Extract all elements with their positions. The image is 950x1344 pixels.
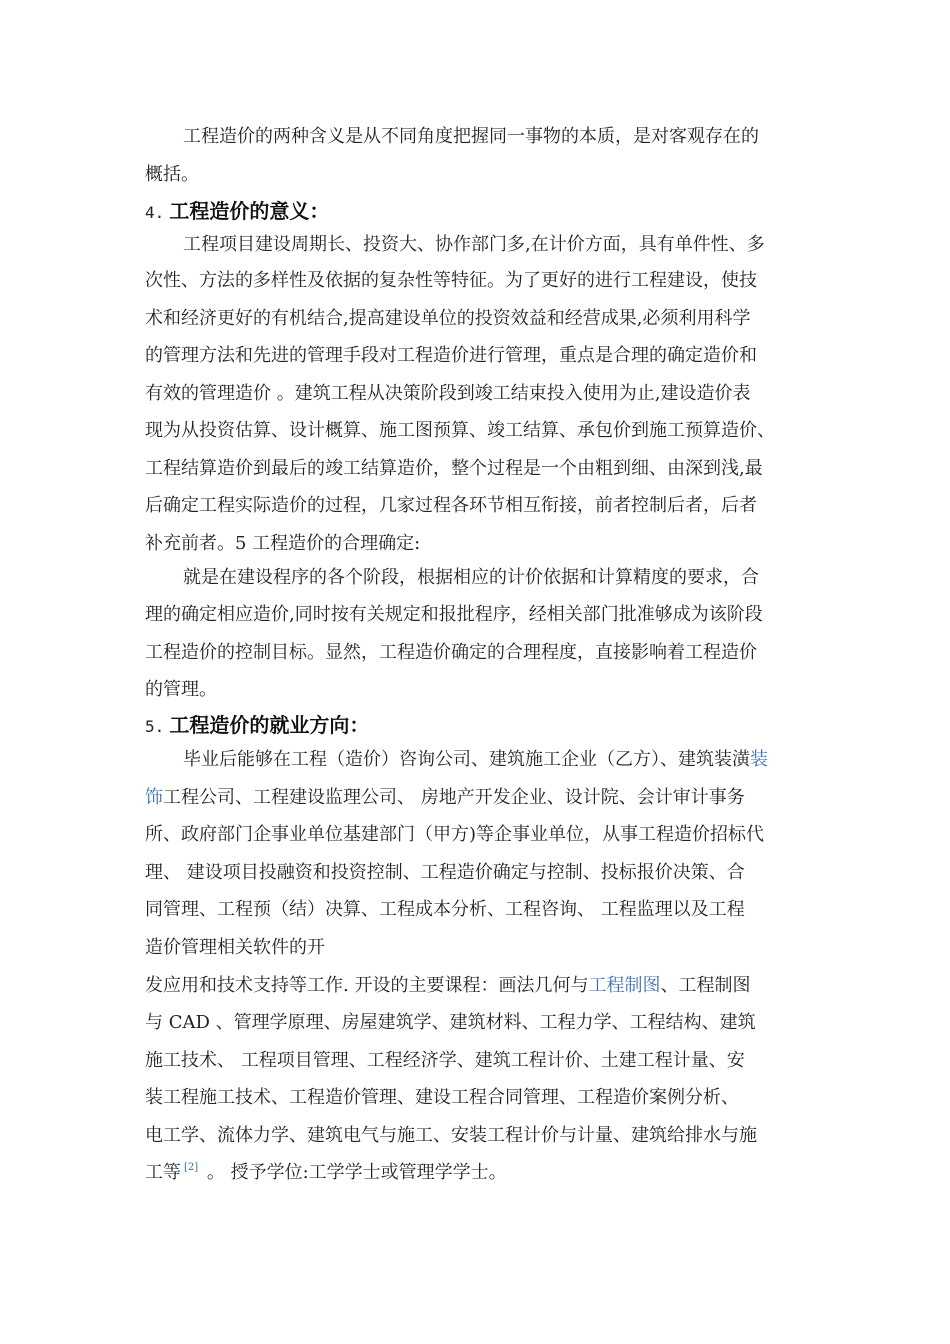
para3-line4: 的管理。 [145,679,217,700]
para4-line1 [183,750,768,770]
para1-line2: 概括。 [145,164,199,185]
para4-line6: 造价管理相关软件的开 [145,937,325,958]
para2-line8: 后确定工程实际造价的过程，几家过程各环节相互衔接，前者控制后者，后者 [145,495,757,516]
para2-line2: 次性、方法的多样性及依据的复杂性等特征。为了更好的进行工程建设，使技 [145,270,757,291]
para5-line1 [145,976,750,996]
para5-line2: 与 CAD 、管理学原理、房屋建筑学、建筑材料、工程力学、工程结构、建筑 [145,1012,756,1033]
para2-line7: 工程结算造价到最后的竣工结算造价，整个过程是一个由粗到细、由深到浅,最 [145,458,763,479]
para4-line3: 所、政府部门企事业单位基建部门（甲方)等企事业单位，从事工程造价招标代 [145,824,765,845]
heading-number: 5. [145,717,165,736]
para2-line4: 的管理方法和先进的管理手段对工程造价进行管理，重点是合理的确定造价和 [145,345,757,366]
para4-line2-text: 工程公司、工程建设监理公司、 房地产开发企业、设计院、会计审计事务 [163,787,745,808]
para3-line3: 工程造价的控制目标。显然，工程造价确定的合理程度，直接影响着工程造价 [145,642,757,663]
section-heading-4 [145,199,329,225]
para5-line6 [145,1163,507,1186]
section-heading-5 [145,713,369,739]
para1-line1: 工程造价的两种含义是从不同角度把握同一事物的本质，是对客观存在的 [183,126,759,147]
para5-line5: 电工学、流体力学、建筑电气与施工、安装工程计价与计量、建筑给排水与施 [145,1125,757,1146]
para2-line1: 工程项目建设周期长、投资大、协作部门多,在计价方面，具有单件性、多 [183,234,765,255]
para4-line4: 理、 建设项目投融资和投资控制、工程造价确定与控制、投标报价决策、合 [145,862,745,883]
para5-line6-tail: 。 授予学位:工学学士或管理学学士。 [201,1162,507,1183]
heading-text: 工程造价的意义： [169,199,330,223]
para5-line4: 装工程施工技术、工程造价管理、建设工程合同管理、工程造价案例分析、 [145,1087,739,1108]
para5-line3: 施工技术、 工程项目管理、工程经济学、建筑工程计价、土建工程计量、安 [145,1050,745,1071]
para5-line6-text: 工等 [145,1162,181,1183]
para3-line2: 理的确定相应造价,同时按有关规定和报批程序，经相关部门批准够成为该阶段 [145,604,763,625]
citation-superscript[interactable]: [2] [184,1162,199,1173]
para4-line1-text: 毕业后能够在工程（造价）咨询公司、建筑施工企业（乙方）、建筑装潢 [183,749,750,770]
para3-line1: 就是在建设程序的各个阶段，根据相应的计价依据和计算精度的要求，合 [183,567,759,588]
para5-line1-text: 发应用和技术支持等工作. 开设的主要课程：画法几何与 [145,975,589,996]
para5-line1-tail: 、工程制图 [660,975,751,996]
para4-line2 [145,788,745,808]
para2-line9: 补充前者。5 工程造价的合理确定: [145,533,421,554]
para4-line5: 同管理、工程预（结）决算、工程成本分析、工程咨询、 工程监理以及工程 [145,899,745,920]
para2-line3: 术和经济更好的有机结合,提高建设单位的投资效益和经营成果,必须利用科学 [145,308,751,329]
link-decoration-part1[interactable]: 装 [750,749,768,770]
link-engineering-drawing[interactable]: 工程制图 [588,975,661,996]
para2-line6: 现为从投资估算、设计概算、施工图预算、竣工结算、承包价到施工预算造价、 [145,420,775,441]
heading-text: 工程造价的就业方向： [169,713,370,737]
link-decoration-part2[interactable]: 饰 [145,787,163,808]
heading-number: 4. [145,203,165,222]
para2-line5: 有效的管理造价 。建筑工程从决策阶段到竣工结束投入使用为止,建设造价表 [145,383,751,404]
